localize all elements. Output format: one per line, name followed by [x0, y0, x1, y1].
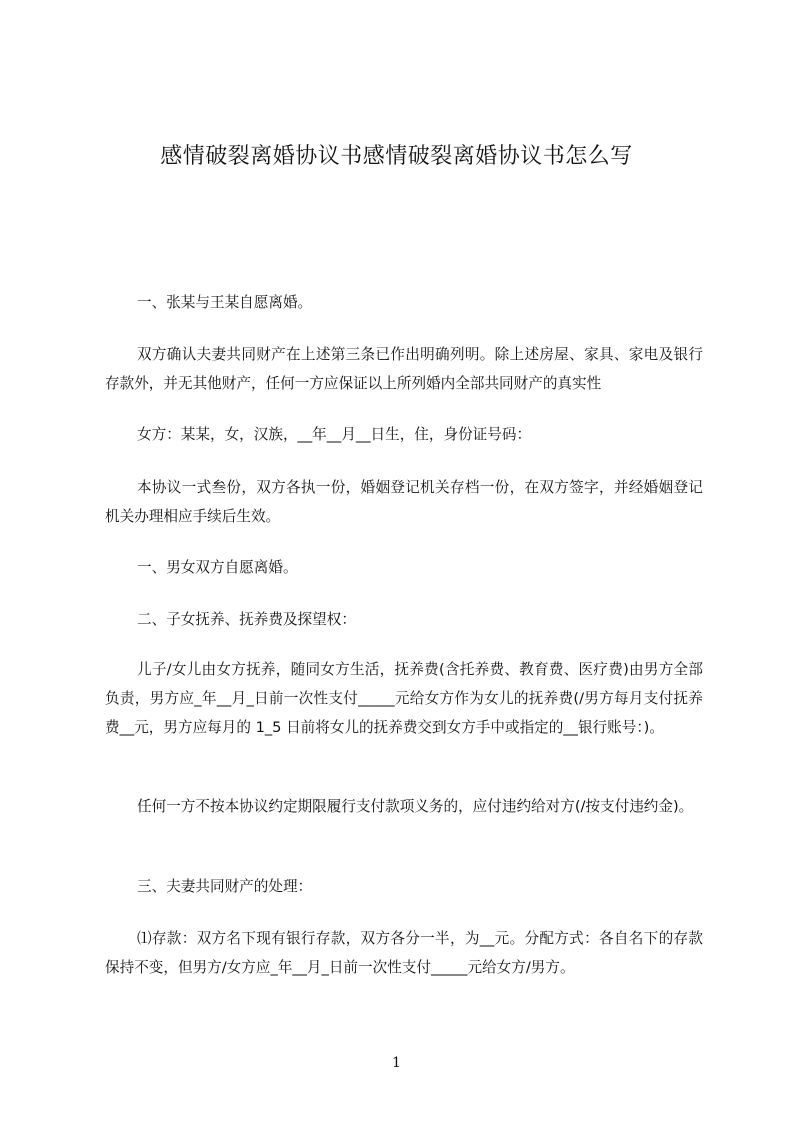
page-number: 1 [392, 1055, 401, 1071]
paragraph-10: ⑴存款：双方名下现有银行存款，双方各分一半，为__元。分配方式：各自名下的存款保持不变，但男方/女方应_年__月_日前一次性支付_____元给女方/男方。 [105, 930, 703, 976]
paragraph-2: 双方确认夫妻共同财产在上述第三条已作出明确列明。除上述房屋、家具、家电及银行存款外，并无其他财产，任何一方应保证以上所列婚内全部共同财产的真实性 [105, 346, 703, 392]
paragraph-3: 女方：某某，女，汉族，__年__月__日生，住，身份证号码： [137, 426, 532, 443]
paragraph-8: 任何一方不按本协议约定期限履行支付款项义务的，应付违约给对方(/按支付违约金)。 [137, 798, 694, 815]
paragraph-4: 本协议一式叁份，双方各执一份，婚姻登记机关存档一份，在双方签字，并经婚姻登记机关办理相应手续后生效。 [105, 479, 703, 525]
paragraph-1: 一、张某与王某自愿离婚。 [137, 294, 313, 311]
paragraph-9: 三、夫妻共同财产的处理： [137, 878, 313, 895]
paragraph-7: 儿子/女儿由女方抚养，随同女方生活，抚养费(含托养费、教育费、医疗费)由男方全部负责，男方应_年__月_日前一次性支付_____元给女方作为女儿的抚养费(/男方每月支付抚养费__元，男方应每月的 1_5 日前将女儿的抚养费交到女方手中或指定的__银行账号：)。 [105, 661, 703, 736]
paragraph-6: 二、子女抚养、抚养费及探望权： [137, 611, 356, 628]
paragraph-5: 一、男女双方自愿离婚。 [137, 559, 298, 576]
document-title: 感情破裂离婚协议书感情破裂离婚协议书怎么写 [160, 144, 633, 169]
